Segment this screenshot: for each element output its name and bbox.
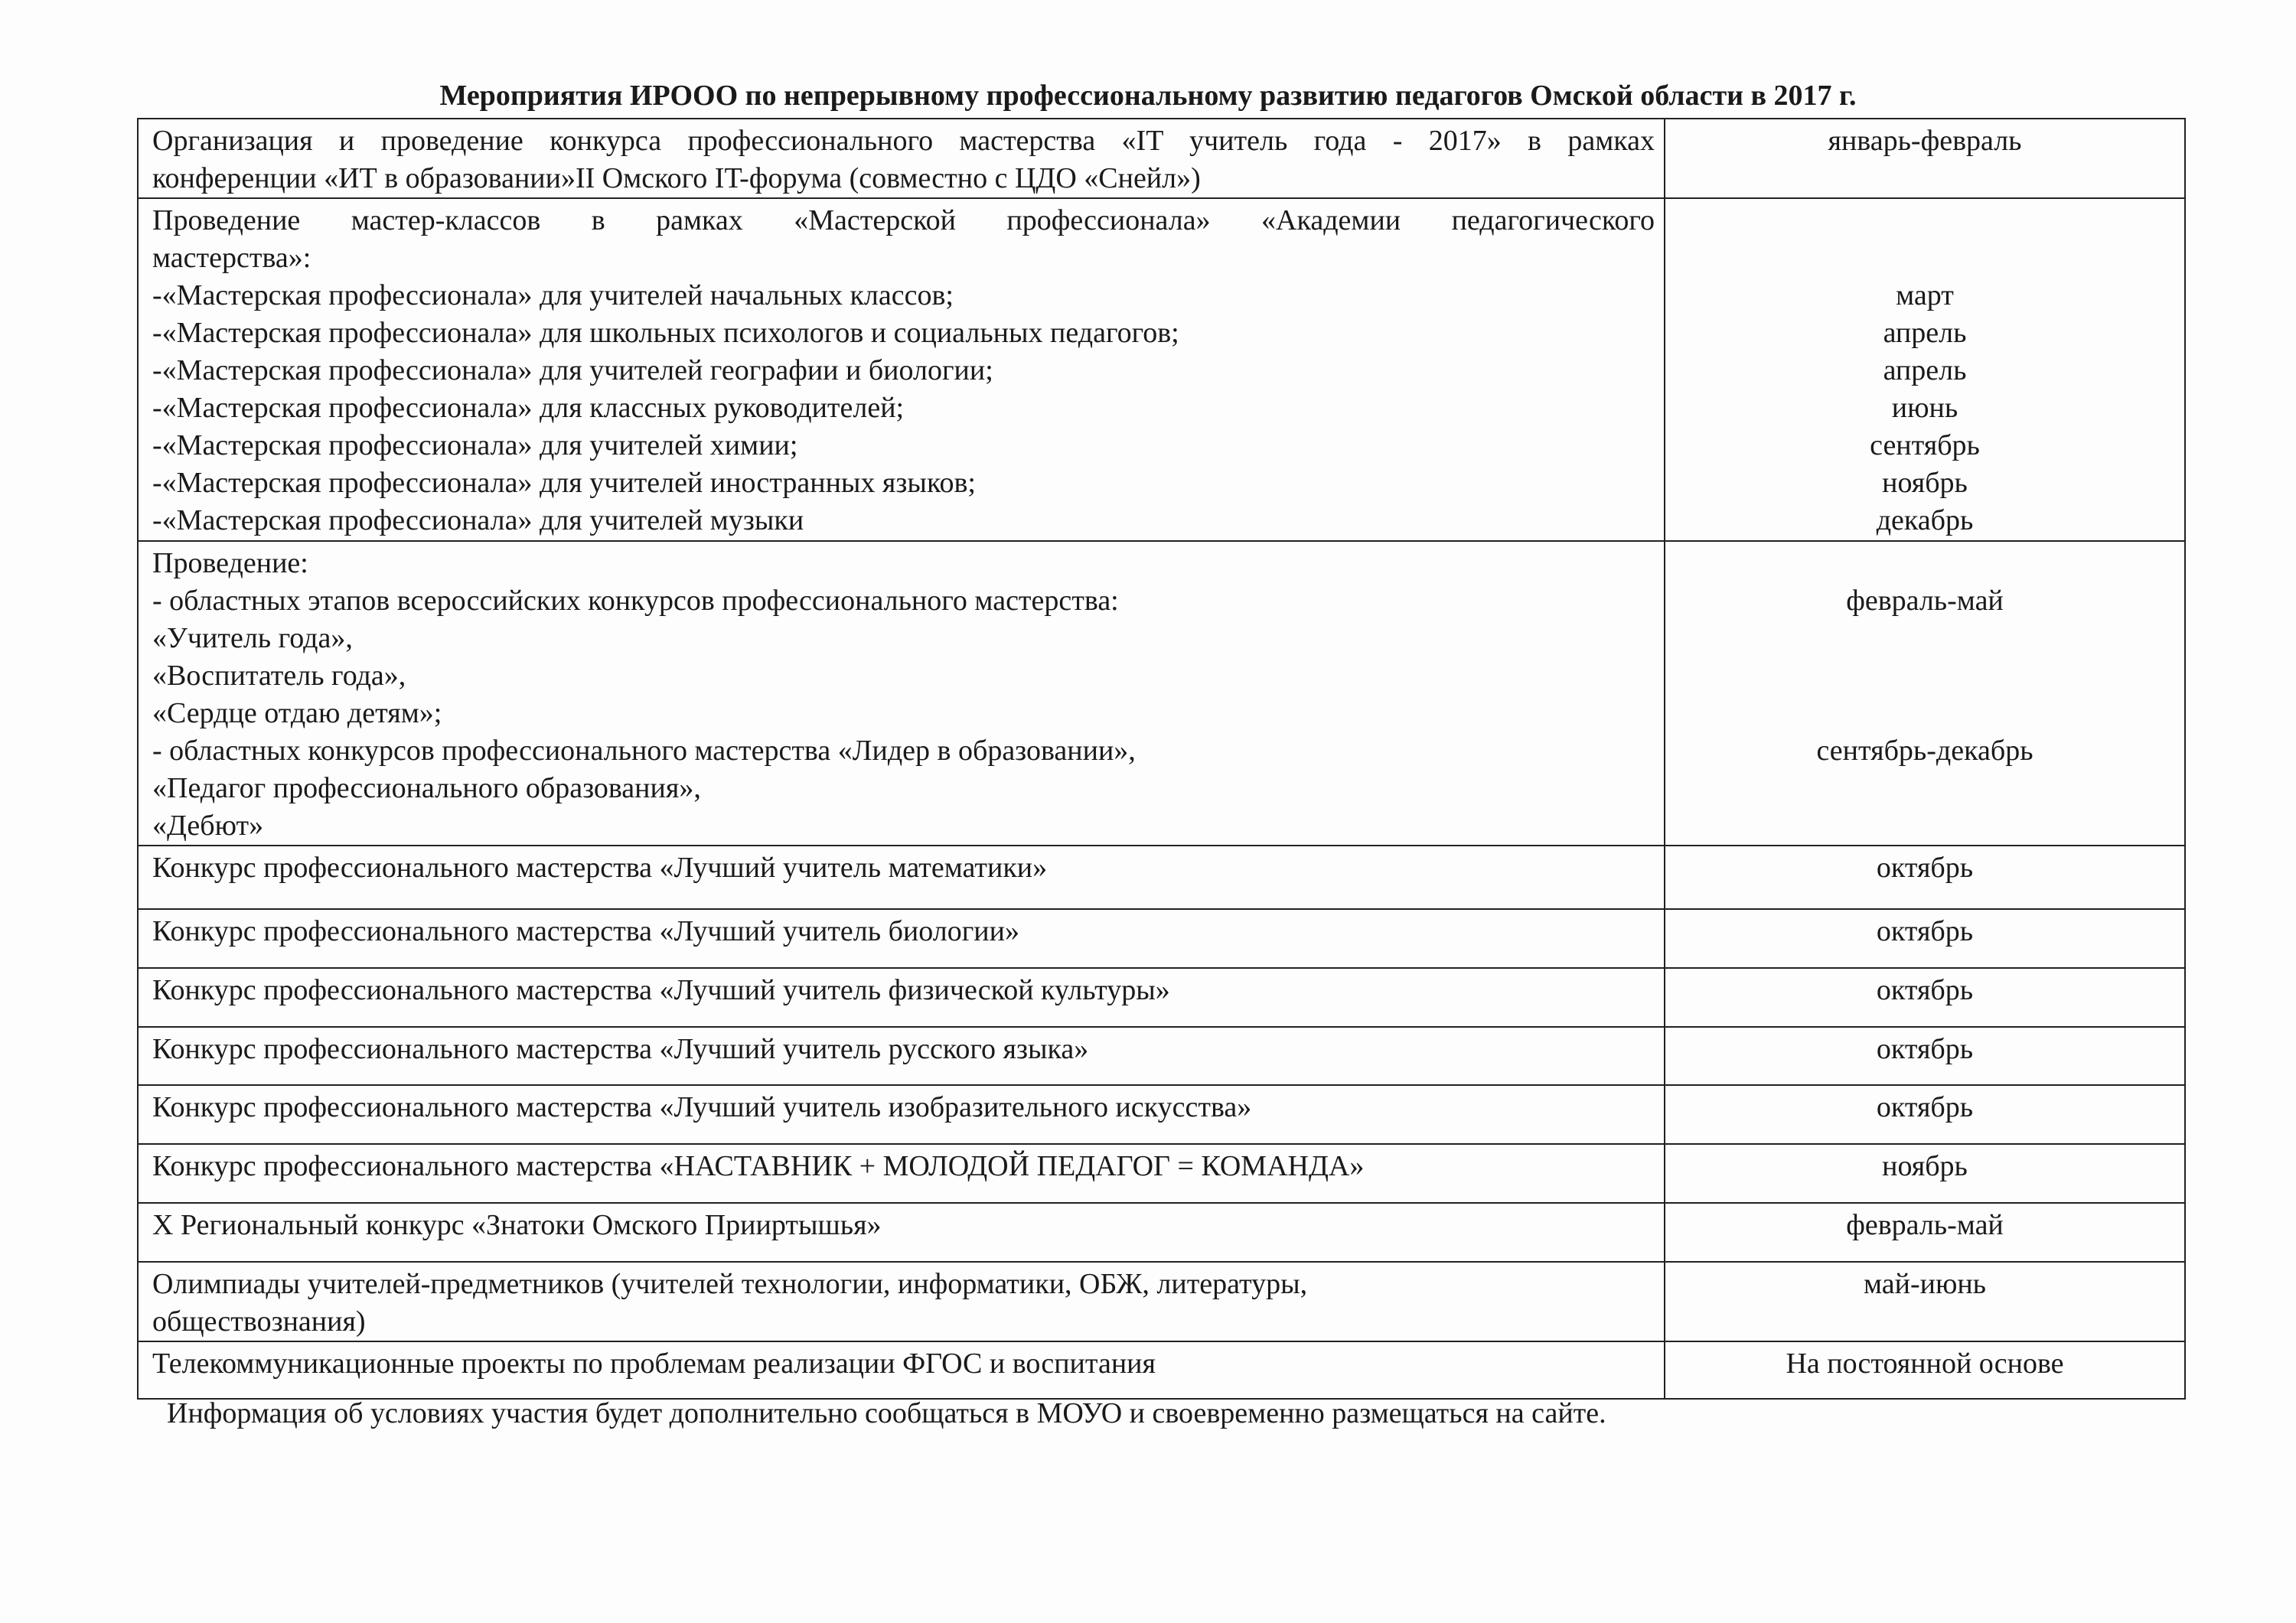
date-line: ноябрь: [1882, 467, 1968, 499]
event-cell: [138, 198, 1665, 541]
date-line: март: [1896, 279, 1954, 311]
event-line: -«Мастерская профессионала» для классных руководителей;: [152, 392, 905, 424]
event-line: Проведение:: [152, 547, 308, 579]
event-cell: [138, 846, 1665, 909]
date-cell: [1665, 119, 2185, 198]
date-line: октябрь: [1876, 852, 1974, 884]
event-line: - областных конкурсов профессионального мастерства «Лидер в образовании»,: [152, 735, 1136, 767]
date-cell: [1665, 1085, 2185, 1144]
date-cell: [1665, 541, 2185, 846]
date-line: октябрь: [1876, 974, 1974, 1006]
event-line: Проведение мастер-классов в рамках «Мастерской профессионала» «Академии педагогического: [152, 204, 1655, 236]
table-row: [138, 1144, 2185, 1203]
date-line: апрель: [1883, 317, 1967, 349]
table-row: [138, 846, 2185, 909]
date-line: [1665, 202, 2184, 240]
event-line: «Сердце отдаю детям»;: [152, 697, 442, 729]
event-line: «Дебют»: [152, 810, 264, 842]
date-line: октябрь: [1876, 915, 1974, 947]
date-line: [1665, 695, 2184, 732]
date-cell: [1665, 1027, 2185, 1085]
event-line: Телекоммуникационные проекты по проблемам реализации ФГОС и воспитания: [152, 1348, 1156, 1380]
date-cell: [1665, 1262, 2185, 1341]
date-cell: [1665, 1341, 2185, 1399]
table-row: [138, 968, 2185, 1027]
date-line: ноябрь: [1882, 1150, 1968, 1182]
date-line: май-июнь: [1863, 1268, 1987, 1300]
event-line: - областных этапов всероссийских конкурсов профессионального мастерства:: [152, 585, 1119, 617]
date-cell: [1665, 1203, 2185, 1262]
date-line: октябрь: [1876, 1033, 1974, 1065]
event-cell: [138, 541, 1665, 846]
event-line: Конкурс профессионального мастерства «Лучший учитель русского языка»: [152, 1033, 1089, 1065]
date-cell: [1665, 198, 2185, 541]
event-line: Конкурс профессионального мастерства «Лучший учитель физической культуры»: [152, 974, 1170, 1006]
date-line: декабрь: [1876, 504, 1974, 536]
event-line: Организация и проведение конкурса профессионального мастерства «IT учитель года - 2017» в рамках: [152, 125, 1655, 157]
table-row: [138, 541, 2185, 846]
event-cell: [138, 119, 1665, 198]
event-line: -«Мастерская профессионала» для учителей музыки: [152, 504, 804, 536]
date-line: [1665, 620, 2184, 657]
event-line: конференции «ИТ в образовании»II Омского IT-форума (совместно с ЦДО «Снейл»): [152, 162, 1201, 194]
event-line: -«Мастерская профессионала» для учителей географии и биологии;: [152, 354, 993, 386]
events-table: [137, 118, 2186, 1400]
event-cell: [138, 909, 1665, 968]
date-line: [1665, 240, 2184, 277]
event-cell: [138, 1341, 1665, 1399]
table-row: [138, 1341, 2185, 1399]
event-line: обществознания): [152, 1305, 366, 1338]
date-cell: [1665, 968, 2185, 1027]
table-row: [138, 1085, 2185, 1144]
event-cell: [138, 1203, 1665, 1262]
event-line: -«Мастерская профессионала» для учителей начальных классов;: [152, 279, 954, 311]
table-row: [138, 119, 2185, 198]
footer-note: Информация об условиях участия будет дополнительно сообщаться в МОУО и своевременно размещаться на сайте.: [167, 1397, 1606, 1429]
date-line: октябрь: [1876, 1091, 1974, 1123]
table-row: [138, 1262, 2185, 1341]
table-row: [138, 198, 2185, 541]
event-cell: [138, 1262, 1665, 1341]
event-line: -«Мастерская профессионала» для школьных психологов и социальных педагогов;: [152, 317, 1179, 349]
date-line: На постоянной основе: [1786, 1348, 2064, 1380]
document-title: Мероприятия ИРООО по непрерывному профессиональному развитию педагогов Омской области в 2017 г.: [439, 80, 1857, 112]
event-line: Конкурс профессионального мастерства «Лучший учитель изобразительного искусства»: [152, 1091, 1252, 1123]
event-line: Конкурс профессионального мастерства «Лучший учитель математики»: [152, 852, 1048, 884]
event-line: «Учитель года»,: [152, 622, 353, 654]
date-line: [1665, 545, 2184, 582]
event-cell: [138, 1144, 1665, 1203]
date-line: [1665, 657, 2184, 695]
event-line: «Воспитатель года»,: [152, 660, 406, 692]
date-line: январь-февраль: [1828, 125, 2022, 157]
date-line: апрель: [1883, 354, 1967, 386]
date-cell: [1665, 909, 2185, 968]
event-cell: [138, 968, 1665, 1027]
table-row: [138, 1203, 2185, 1262]
event-cell: [138, 1027, 1665, 1085]
event-cell: [138, 1085, 1665, 1144]
event-line: Олимпиады учителей-предметников (учителей технологии, информатики, ОБЖ, литературы,: [152, 1268, 1308, 1300]
date-cell: [1665, 1144, 2185, 1203]
event-line: -«Мастерская профессионала» для учителей химии;: [152, 429, 798, 461]
event-line: мастерства»:: [152, 242, 311, 274]
table-row: [138, 909, 2185, 968]
event-line: -«Мастерская профессионала» для учителей иностранных языков;: [152, 467, 976, 499]
event-line: Конкурс профессионального мастерства «Лучший учитель биологии»: [152, 915, 1019, 947]
date-line: июнь: [1891, 392, 1958, 424]
event-line: Конкурс профессионального мастерства «НАСТАВНИК + МОЛОДОЙ ПЕДАГОГ = КОМАНДА»: [152, 1150, 1365, 1182]
date-line: сентябрь: [1870, 429, 1980, 461]
event-line: X Региональный конкурс «Знатоки Омского Прииртышья»: [152, 1209, 882, 1241]
date-line: сентябрь-декабрь: [1816, 735, 2033, 767]
date-cell: [1665, 846, 2185, 909]
date-line: февраль-май: [1846, 1209, 2004, 1241]
event-line: «Педагог профессионального образования»,: [152, 772, 701, 804]
table-row: [138, 1027, 2185, 1085]
date-line: февраль-май: [1846, 585, 2004, 617]
